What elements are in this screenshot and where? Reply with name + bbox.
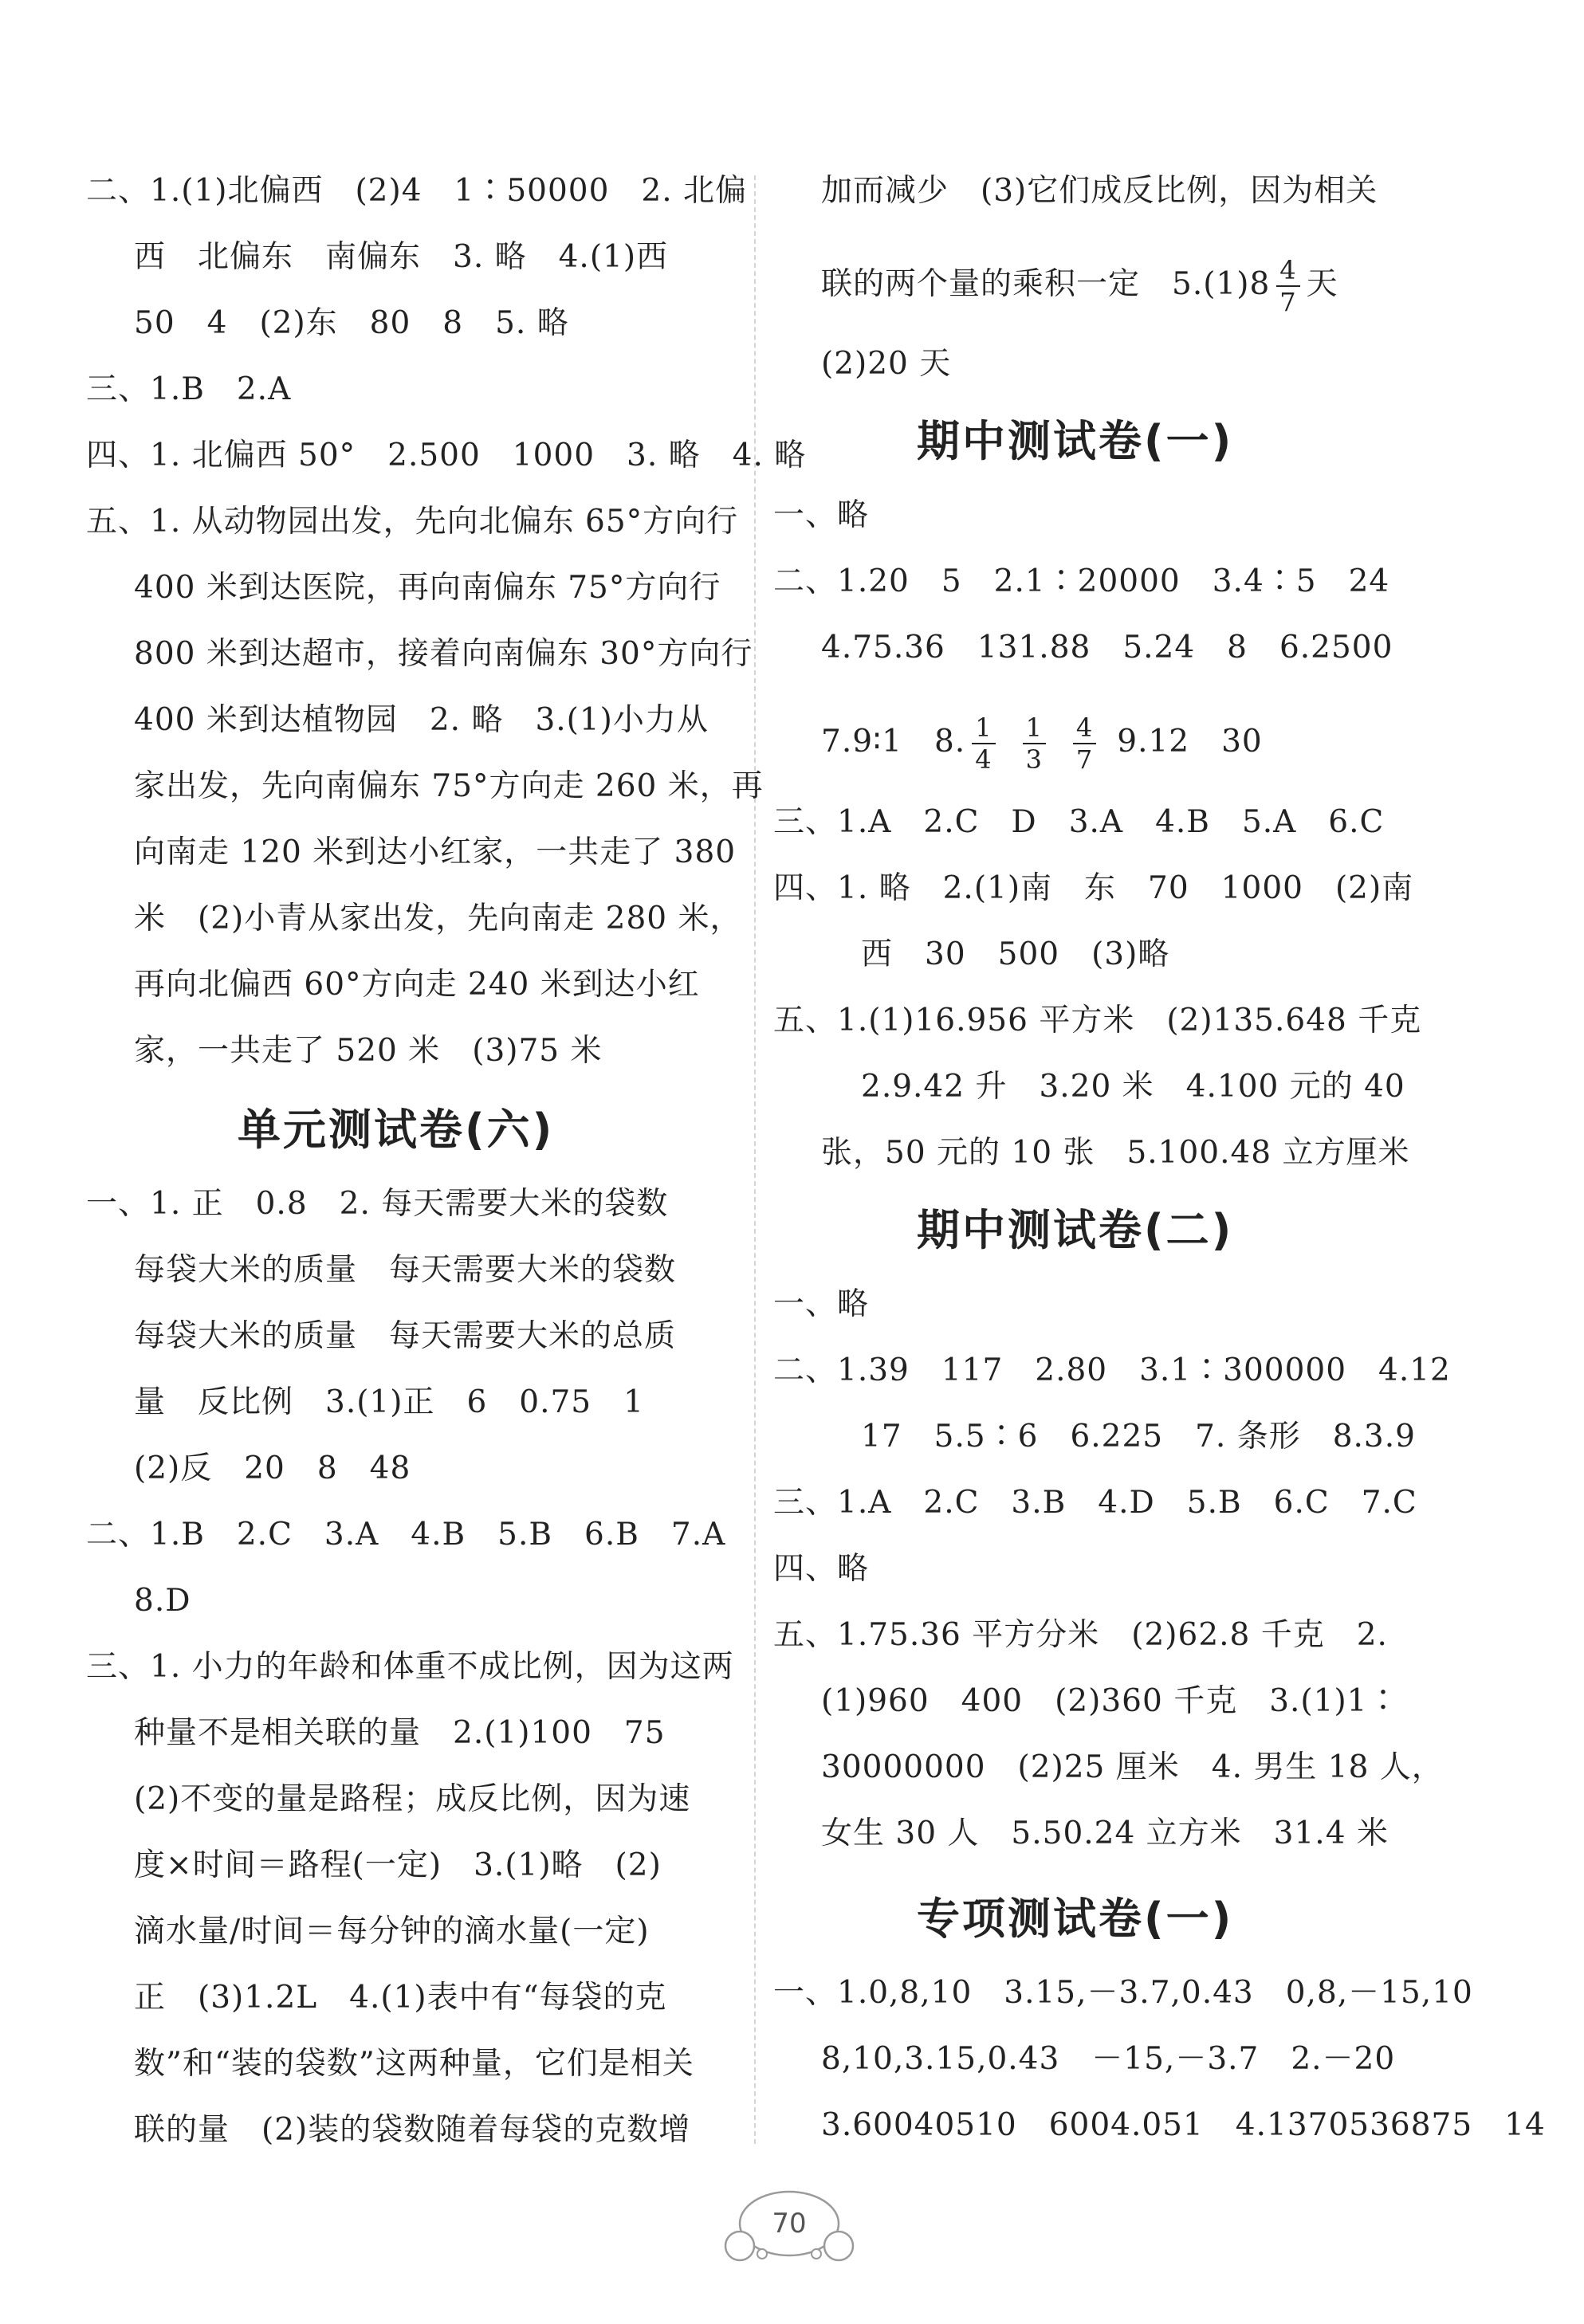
answer-line: 西 北偏东 南偏东 3. 略 4.(1)西 (134, 239, 669, 275)
answer-line: 度×时间＝路程(一定) 3.(1)略 (2) (134, 1847, 662, 1883)
answer-line: 一、略 (773, 497, 870, 533)
answer-line: 3.60040510 6004.051 4.1370536875 14 (821, 2107, 1546, 2143)
answer-line: 再向北偏西 60°方向走 240 米到达小红 (134, 967, 700, 1003)
answer-line: 西 30 500 (3)略 (861, 936, 1170, 972)
answer-line: 8,10,3.15,0.43 －15,－3.7 2.－20 (821, 2041, 1396, 2077)
fraction (1276, 257, 1299, 316)
answer-line: 滴水量/时间＝每分钟的滴水量(一定) (134, 1914, 650, 1949)
fraction-numerator: 4 (1279, 255, 1297, 285)
answer-line: 种量不是相关联的量 2.(1)100 75 (134, 1715, 666, 1751)
answer-line: 数”和“装的袋数”这两种量，它们是相关 (134, 2046, 694, 2082)
answer-text: 9.12 30 (1117, 724, 1263, 760)
answer-line: 三、1. 小力的年龄和体重不成比例，因为这两 (86, 1649, 734, 1685)
section-heading-unit-test-6: 单元测试卷(六) (238, 1105, 555, 1155)
answer-line: 二、1.39 117 2.80 3.1∶300000 4.12 (773, 1352, 1451, 1388)
answer-line: 加而减少 (3)它们成反比例，因为相关 (821, 173, 1378, 209)
fraction (972, 714, 995, 773)
page-number-badge (702, 2184, 877, 2279)
answer-text: 7.9∶1 8. (821, 724, 966, 760)
fraction-denominator: 4 (975, 744, 992, 775)
answer-line: 家出发，先向南偏东 75°方向走 260 米，再 (134, 768, 764, 804)
answer-line: 二、1.B 2.C 3.A 4.B 5.B 6.B 7.A (86, 1517, 726, 1553)
answer-line: 三、1.B 2.A (86, 371, 292, 407)
answer-line: (2)反 20 8 48 (134, 1451, 411, 1486)
answer-line: 50 4 (2)东 80 8 5. 略 (134, 305, 569, 341)
answer-text: 天 (1306, 266, 1338, 302)
answer-line: 400 米到达医院，再向南偏东 75°方向行 (134, 570, 721, 606)
answer-line: 三、1.A 2.C D 3.A 4.B 5.A 6.C (773, 804, 1385, 840)
answer-line: 四、1. 略 2.(1)南 东 70 1000 (2)南 (773, 870, 1414, 906)
answer-line: 17 5.5∶6 6.225 7. 条形 8.3.9 (861, 1419, 1416, 1454)
answer-line: 四、略 (773, 1551, 870, 1587)
answer-line: 二、1.(1)北偏西 (2)4 1∶50000 2. 北偏 (86, 173, 747, 209)
fraction-denominator: 7 (1279, 287, 1297, 317)
answer-line: 二、1.20 5 2.1∶20000 3.4∶5 24 (773, 563, 1390, 599)
answer-line: (2)不变的量是路程；成反比例，因为速 (134, 1781, 691, 1817)
answer-line: 每袋大米的质量 每天需要大米的袋数 (134, 1252, 677, 1288)
fraction-numerator: 1 (975, 713, 992, 743)
answer-line: 联的量 (2)装的袋数随着每袋的克数增 (134, 2112, 691, 2148)
answer-line: 五、1. 从动物园出发，先向北偏东 65°方向行 (86, 504, 739, 540)
answer-line: 五、1.(1)16.956 平方米 (2)135.648 千克 (773, 1003, 1422, 1038)
answer-line: 五、1.75.36 平方分米 (2)62.8 千克 2. (773, 1617, 1388, 1653)
page-number: 70 (772, 2208, 807, 2240)
answer-line: 一、略 (773, 1286, 870, 1322)
answer-line: 2.9.42 升 3.20 米 4.100 元的 40 (861, 1069, 1405, 1105)
answer-line: 4.75.36 131.88 5.24 8 6.2500 (821, 630, 1393, 665)
answer-line: 8.D (134, 1583, 191, 1619)
section-heading-midterm-1: 期中测试卷(一) (917, 416, 1234, 466)
fraction-numerator: 4 (1075, 713, 1094, 743)
fraction (1073, 714, 1096, 773)
answer-line (821, 714, 1263, 773)
fraction-denominator: 7 (1075, 744, 1094, 775)
answer-line: 女生 30 人 5.50.24 立方米 31.4 米 (821, 1816, 1389, 1851)
answer-line: 张，50 元的 10 张 5.100.48 立方厘米 (821, 1135, 1410, 1171)
fraction-denominator: 3 (1025, 744, 1043, 775)
answer-line: 四、1. 北偏西 50° 2.500 1000 3. 略 4. 略 (86, 438, 807, 473)
answer-line: 米 (2)小青从家出发，先向南走 280 米， (134, 901, 742, 936)
answer-line: 800 米到达超市，接着向南偏东 30°方向行 (134, 636, 753, 672)
answer-line: 一、1. 正 0.8 2. 每天需要大米的袋数 (86, 1186, 669, 1222)
answer-line: 三、1.A 2.C 3.B 4.D 5.B 6.C 7.C (773, 1485, 1417, 1521)
fraction (1023, 714, 1046, 773)
section-heading-midterm-2: 期中测试卷(二) (917, 1205, 1234, 1255)
answer-line: (2)20 天 (821, 346, 952, 382)
answer-line: 一、1.0,8,10 3.15,－3.7,0.43 0,8,－15,10 (773, 1975, 1473, 2011)
answer-line: 30000000 (2)25 厘米 4. 男生 18 人， (821, 1749, 1444, 1785)
answer-line: 量 反比例 3.(1)正 6 0.75 1 (134, 1384, 644, 1420)
section-heading-special-test-1: 专项测试卷(一) (917, 1894, 1234, 1944)
answer-line: 正 (3)1.2L 4.(1)表中有“每袋的克 (134, 1980, 667, 2016)
answer-line: 400 米到达植物园 2. 略 3.(1)小力从 (134, 702, 709, 738)
answer-line: 每袋大米的质量 每天需要大米的总质 (134, 1318, 677, 1354)
answer-line (821, 257, 1338, 316)
answer-text: 联的两个量的乘积一定 5.(1)8 (821, 266, 1271, 302)
answer-line: (1)960 400 (2)360 千克 3.(1)1∶ (821, 1683, 1400, 1719)
answer-line: 家，一共走了 520 米 (3)75 米 (134, 1033, 603, 1069)
fraction-numerator: 1 (1025, 713, 1043, 743)
answer-line: 向南走 120 米到达小红家，一共走了 380 (134, 834, 737, 870)
